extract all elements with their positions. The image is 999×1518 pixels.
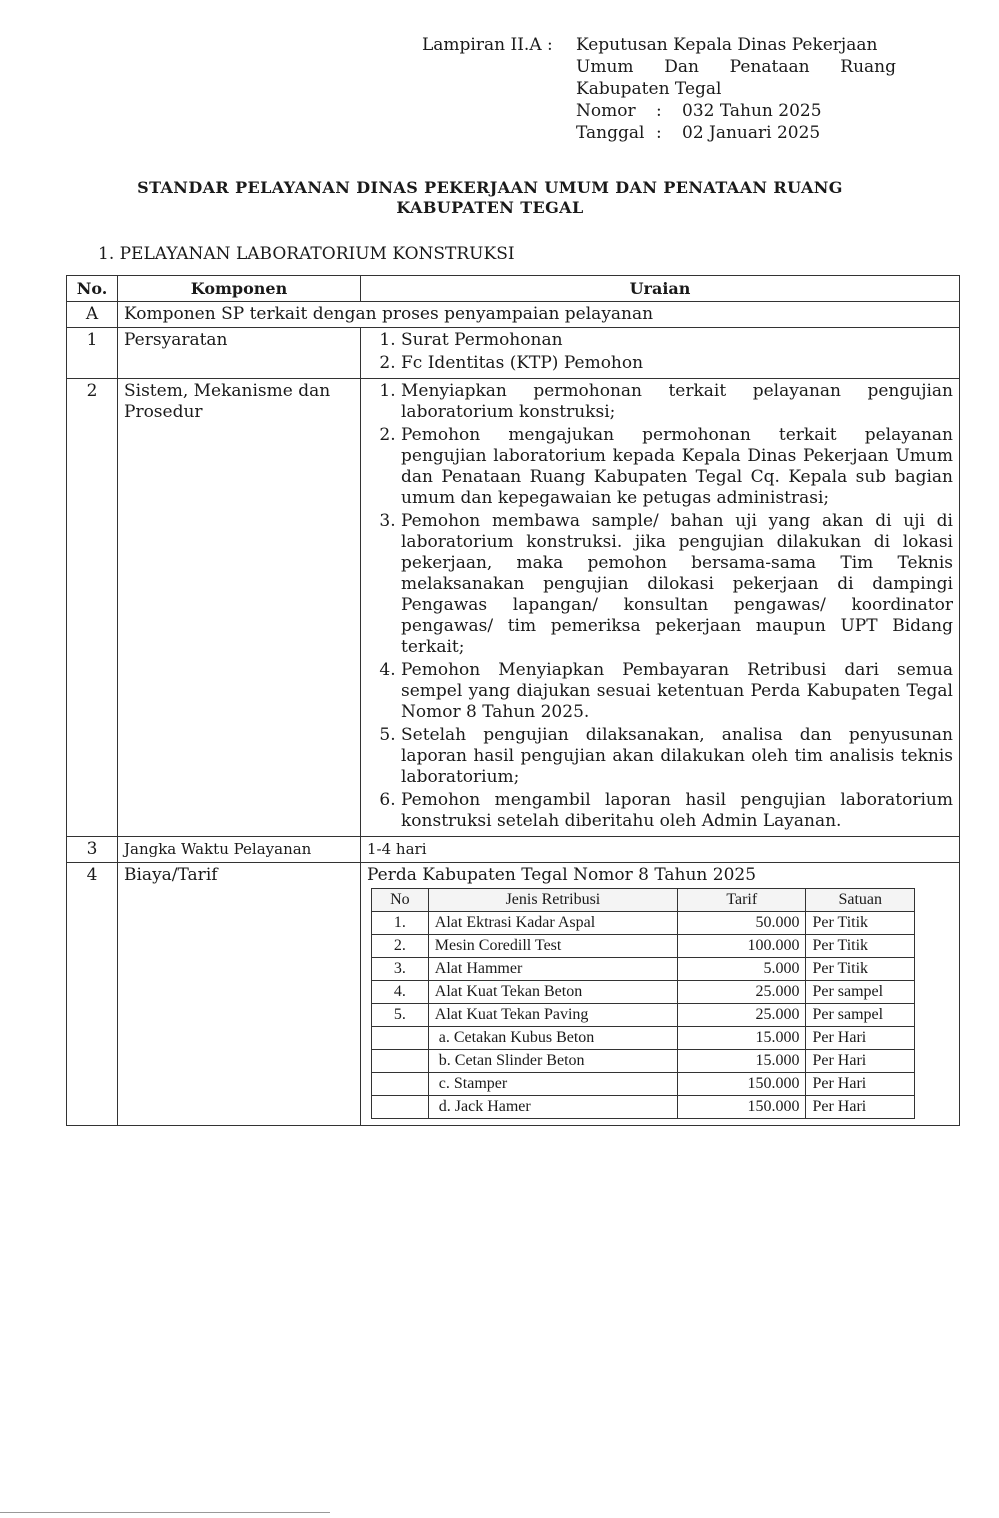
tarif-table [371,888,915,1119]
row-uraian: 1-4 hari [361,837,960,863]
section-heading: 1. PELAYANAN LABORATORIUM KONSTRUKSI [98,244,515,264]
list-item: 4. Pemohon Menyiapkan Pembayaran Retribusi dari semua sempel yang diajukan sesuai ketentuan Perda Kabupaten Tegal Nomor 8 Tahun 2025. [401,660,953,723]
row-no: 2 [67,379,118,837]
row-no: 3 [67,837,118,863]
tarif-jenis: c. Stamper [428,1073,677,1096]
list-item: 1. Surat Permohonan [401,330,953,351]
tarif-no [372,1096,429,1119]
row-komponen: Sistem, Mekanisme dan Prosedur [118,379,361,837]
table-row [372,1004,915,1027]
list-item: 3. Pemohon membawa sample/ bahan uji yang akan di uji di laboratorium konstruksi. jika pengujian dilakukan di lokasi pekerjaan, maka pemohon bersama-sama Tim Teknis melaksanakan pengujian dilokasi pekerjaan di dampingi Pengawas lapangan/ konsultan pengawas/ koordinator pengawas/ tim pemeriksa pekerjaan maupun UPT Bidang terkait; [401,511,953,658]
title-line1: STANDAR PELAYANAN DINAS PEKERJAAN UMUM DAN PENATAAN RUANG [137,178,843,197]
nomor-value: 032 Tahun 2025 [682,101,822,121]
tarif-jenis: d. Jack Hamer [428,1096,677,1119]
tarif-header-jenis: Jenis Retribusi [428,889,677,912]
tarif-header-tarif: Tarif [678,889,806,912]
row-uraian [361,379,960,837]
list-item: 2. Pemohon mengajukan permohonan terkait pelayanan pengujian laboratorium kepada Kepala Dinas Pekerjaan Umum dan Penataan Ruang Kabupaten Tegal Cq. Kepala sub bagian umum dan kepegawaian ke petugas administrasi; [401,425,953,509]
tarif-value: 100.000 [678,935,806,958]
tarif-satuan: Per Hari [806,1027,915,1050]
header-row [67,276,960,302]
tarif-satuan: Per sampel [806,1004,915,1027]
table-row [372,958,915,981]
list-item: 1. Menyiapkan permohonan terkait pelayanan pengujian laboratorium konstruksi; [401,381,953,423]
tarif-jenis: Alat Ektrasi Kadar Aspal [428,912,677,935]
list-item: 5. Setelah pengujian dilaksanakan, analisa dan penyusunan laporan hasil pengujian akan dilakukan oleh tim analisis teknis laboratorium; [401,725,953,788]
row-komponen: Persyaratan [118,328,361,379]
tarif-jenis: Alat Kuat Tekan Paving [428,1004,677,1027]
row-no: 4 [67,863,118,1126]
tarif-jenis: Mesin Coredill Test [428,935,677,958]
tarif-value: 25.000 [678,981,806,1004]
table-row [372,1027,915,1050]
tarif-jenis: Alat Kuat Tekan Beton [428,981,677,1004]
tarif-value: 150.000 [678,1096,806,1119]
table-row [67,837,960,863]
attachment-tanggal [576,122,896,144]
tarif-jenis: Alat Hammer [428,958,677,981]
tarif-value: 50.000 [678,912,806,935]
row-uraian [361,328,960,379]
header-uraian: Uraian [361,276,960,302]
header-no: No. [67,276,118,302]
tarif-satuan: Per Titik [806,958,915,981]
tarif-no [372,1050,429,1073]
group-row [67,302,960,328]
nomor-colon: : [656,101,662,121]
table-row [67,863,960,1126]
tarif-jenis: b. Cetan Slinder Beton [428,1050,677,1073]
tarif-header-no: No [372,889,429,912]
nomor-key: Nomor [576,101,636,121]
tarif-satuan: Per sampel [806,981,915,1004]
row-no: 1 [67,328,118,379]
tarif-satuan: Per Titik [806,935,915,958]
list-item: 2. Fc Identitas (KTP) Pemohon [401,353,953,374]
tarif-header-row [372,889,915,912]
table-row [372,935,915,958]
tarif-value: 15.000 [678,1027,806,1050]
attachment-text [576,34,896,144]
tarif-no [372,1027,429,1050]
tarif-value: 15.000 [678,1050,806,1073]
title-line2: KABUPATEN TEGAL [396,198,584,217]
attachment-line2: Umum Dan Penataan Ruang [576,57,896,77]
procedure-list [367,381,953,832]
tarif-no: 4. [372,981,429,1004]
tarif-satuan: Per Titik [806,912,915,935]
group-label: Komponen SP terkait dengan proses penyampaian pelayanan [118,302,960,328]
tanggal-value: 02 Januari 2025 [682,123,821,143]
tanggal-colon: : [656,123,662,143]
attachment-nomor [576,100,896,122]
tarif-value: 5.000 [678,958,806,981]
tarif-header-satuan: Satuan [806,889,915,912]
tarif-no: 2. [372,935,429,958]
tarif-caption: Perda Kabupaten Tegal Nomor 8 Tahun 2025 [367,865,757,885]
attachment-label: Lampiran II.A : [422,35,553,55]
table-row [372,1050,915,1073]
service-standard-table [66,275,960,1126]
table-row [67,379,960,837]
header-komponen: Komponen [118,276,361,302]
tarif-no [372,1073,429,1096]
requirements-list [367,330,953,374]
document-title [130,178,850,218]
table-row [372,1096,915,1119]
tanggal-key: Tanggal [576,123,645,143]
table-row [372,1073,915,1096]
group-no: A [67,302,118,328]
table-row [372,981,915,1004]
tarif-satuan: Per Hari [806,1096,915,1119]
table-row [372,912,915,935]
attachment-line3: Kabupaten Tegal [576,79,722,99]
row-komponen: Jangka Waktu Pelayanan [118,837,361,863]
row-uraian [361,863,960,1126]
tarif-satuan: Per Hari [806,1073,915,1096]
tarif-jenis: a. Cetakan Kubus Beton [428,1027,677,1050]
tarif-no: 3. [372,958,429,981]
list-item: 6. Pemohon mengambil laporan hasil pengujian laboratorium konstruksi setelah diberitahu oleh Admin Layanan. [401,790,953,832]
tarif-satuan: Per Hari [806,1050,915,1073]
table-row [67,328,960,379]
tarif-value: 25.000 [678,1004,806,1027]
tarif-value: 150.000 [678,1073,806,1096]
tarif-no: 5. [372,1004,429,1027]
tarif-no: 1. [372,912,429,935]
footer-divider [0,1512,330,1513]
row-komponen: Biaya/Tarif [118,863,361,1126]
attachment-line1: Keputusan Kepala Dinas Pekerjaan [576,35,878,55]
